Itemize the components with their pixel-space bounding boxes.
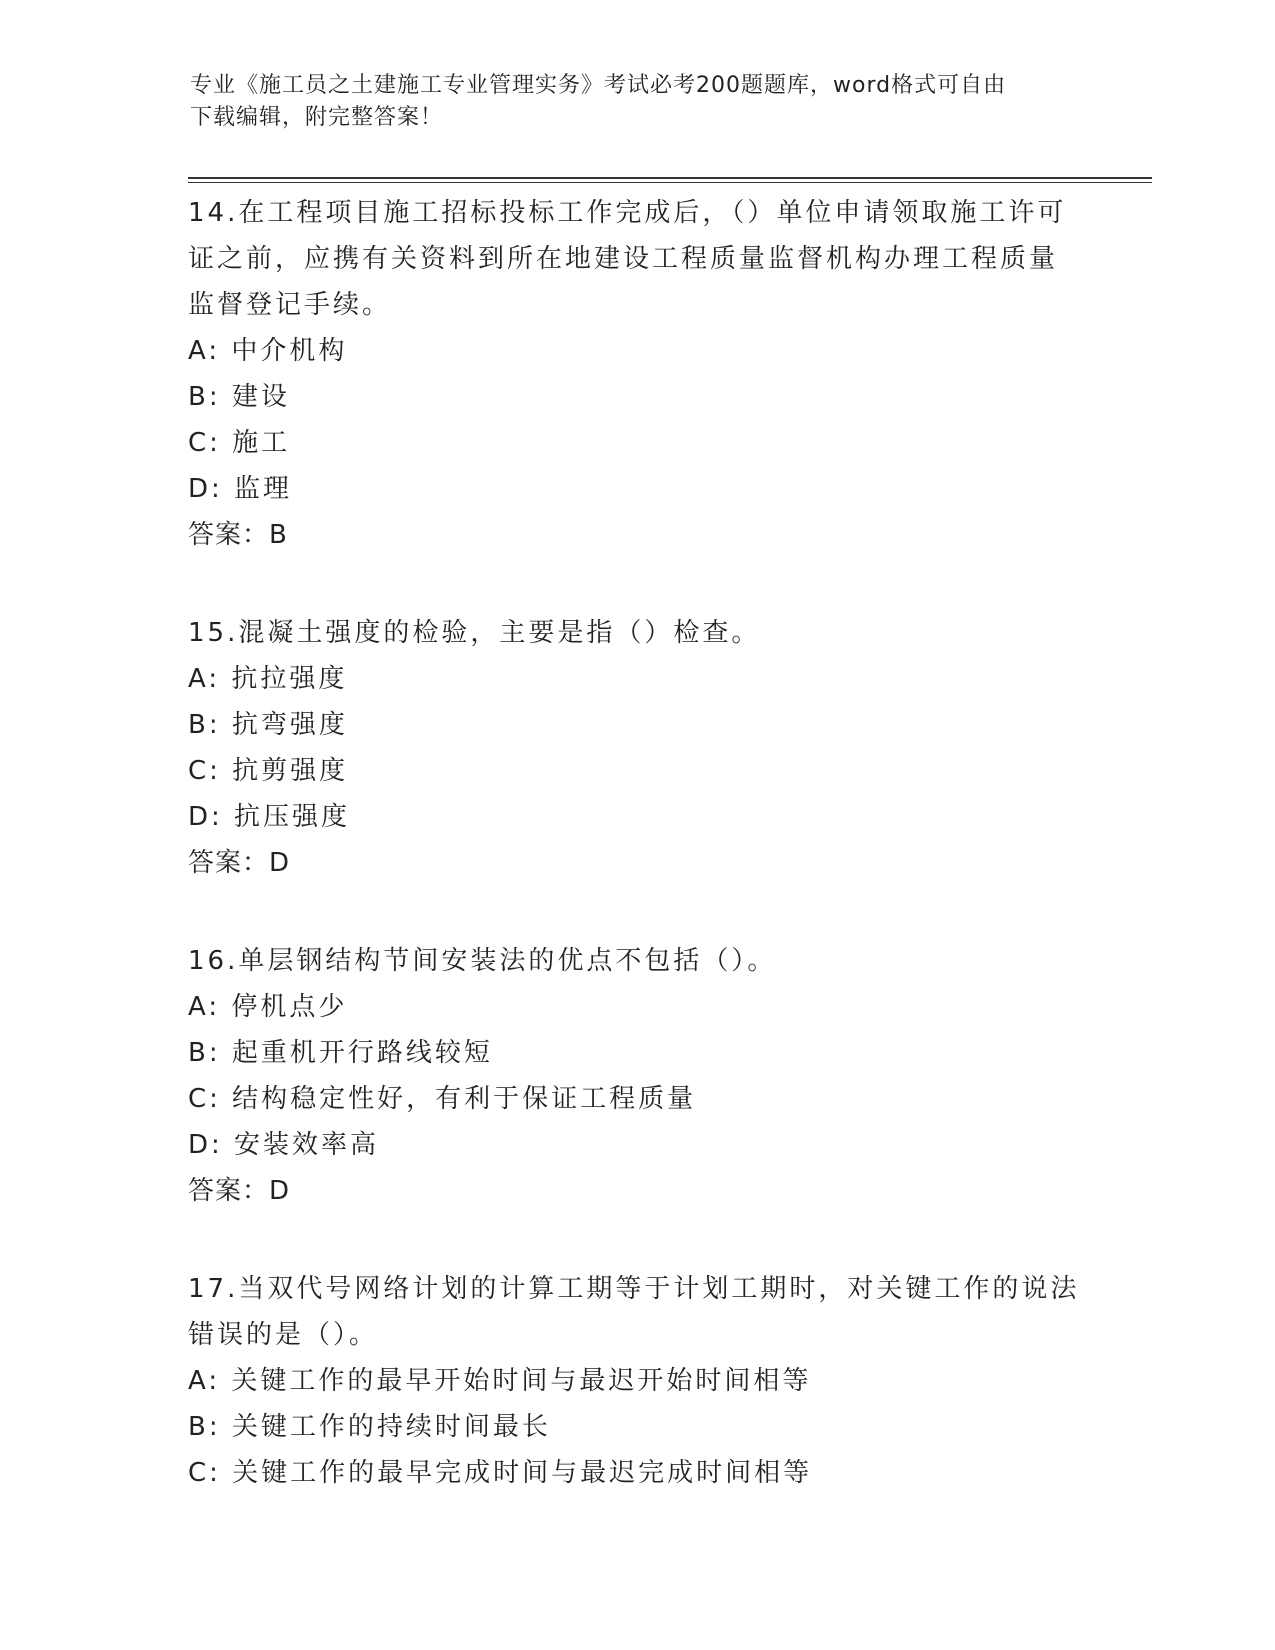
question-line: 16.单层钢结构节间安装法的优点不包括（）。 [188,946,777,976]
header-line-2: 下载编辑，附完整答案！ [190,105,444,130]
question-text [188,610,1088,656]
question-16 [188,938,1088,1214]
answer: 答案：D [188,1176,291,1206]
header-divider-thin [188,182,1152,183]
question-line: 14.在工程项目施工招标投标工作完成后，（）单位申请领取施工许可 [188,198,1067,228]
option-d: D: 安装效率高 [188,1130,380,1160]
option-c: C: 关键工作的最早完成时间与最迟完成时间相等 [188,1458,813,1488]
question-17 [188,1266,1088,1496]
option-a: A: 抗拉强度 [188,664,348,694]
option-c: C: 结构稳定性好，有利于保证工程质量 [188,1084,697,1114]
option-b: B: 抗弯强度 [188,710,348,740]
option-d: D: 监理 [188,474,293,504]
option-a: A: 关键工作的最早开始时间与最迟开始时间相等 [188,1366,812,1396]
option-c: C: 施工 [188,428,291,458]
header-line-1: 专业《施工员之土建施工专业管理实务》考试必考200题题库，word格式可自由 [190,73,1007,98]
question-text [188,938,1088,984]
option-b: B: 建设 [188,382,290,412]
question-text [188,190,1088,328]
option-b: B: 起重机开行路线较短 [188,1038,493,1068]
option-c: C: 抗剪强度 [188,756,349,786]
question-line: 证之前，应携有关资料到所在地建设工程质量监督机构办理工程质量 [188,244,1059,274]
question-15 [188,610,1088,886]
answer: 答案：B [188,520,288,550]
option-a: A: 中介机构 [188,336,348,366]
answer: 答案：D [188,848,291,878]
option-a: A: 停机点少 [188,992,348,1022]
question-text [188,1266,1088,1358]
question-line: 15.混凝土强度的检验，主要是指（）检查。 [188,618,761,648]
question-list [188,190,1088,1548]
option-d: D: 抗压强度 [188,802,351,832]
option-b: B: 关键工作的持续时间最长 [188,1412,551,1442]
question-line: 17.当双代号网络计划的计算工期等于计划工期时，对关键工作的说法 [188,1274,1080,1304]
document-header [190,70,1070,134]
question-line: 监督登记手续。 [188,290,392,320]
header-divider [188,177,1152,179]
question-line: 错误的是（）。 [188,1320,379,1350]
question-14 [188,190,1088,558]
